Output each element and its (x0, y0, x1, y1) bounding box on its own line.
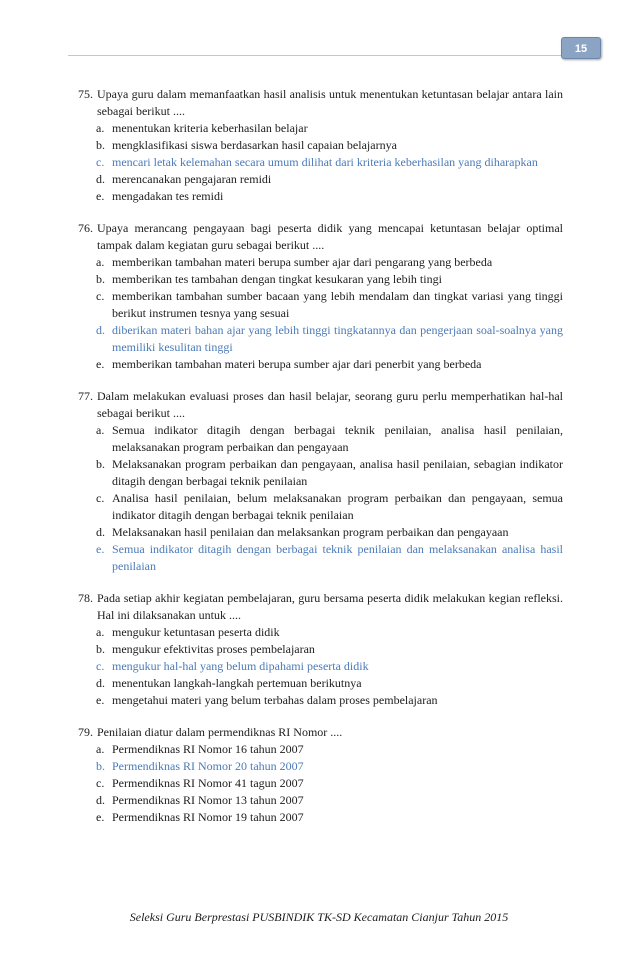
question-stem (78, 220, 563, 254)
question-number: 77. (78, 389, 93, 403)
option-text: merencanakan pengajaran remidi (112, 172, 272, 186)
question-number: 78. (78, 591, 93, 605)
answer-options (78, 624, 563, 709)
option-letter: a. (96, 742, 105, 756)
question-item (78, 724, 563, 826)
option-text: memberikan tambahan sumber bacaan yang lebih mendalam dan tingkat variasi yang tinggi berikut instrumen tesnya yang sesuai (112, 289, 563, 320)
question-list (78, 86, 563, 841)
option-text: mengadakan tes remidi (112, 189, 224, 203)
option-letter: d. (96, 525, 105, 539)
page-number-badge: 15 (561, 37, 601, 59)
option-letter: c. (96, 155, 105, 169)
answer-option (96, 356, 563, 373)
question-stem (78, 388, 563, 422)
option-text: Permendiknas RI Nomor 19 tahun 2007 (112, 810, 304, 824)
answer-option (96, 675, 563, 692)
option-letter: a. (96, 255, 105, 269)
option-text: diberikan materi bahan ajar yang lebih tinggi tingkatannya dan pengerjaan soal-soalnya yang memiliki kesulitan tinggi (112, 323, 563, 354)
option-text: mengukur efektivitas proses pembelajaran (112, 642, 315, 656)
option-letter: d. (96, 793, 105, 807)
option-letter: d. (96, 323, 105, 337)
answer-option (96, 809, 563, 826)
answer-option (96, 254, 563, 271)
option-text: Permendiknas RI Nomor 16 tahun 2007 (112, 742, 304, 756)
answer-option (96, 741, 563, 758)
option-text: mengukur hal-hal yang belum dipahami peserta didik (112, 659, 369, 673)
option-text: menentukan langkah-langkah pertemuan berikutnya (112, 676, 362, 690)
option-letter: e. (96, 189, 105, 203)
option-letter: e. (96, 693, 105, 707)
option-text: menentukan kriteria keberhasilan belajar (112, 121, 308, 135)
option-text: Semua indikator ditagih dengan berbagai teknik penilaian, analisa hasil penilaian, melaksanakan program perbaikan dan pengayaan (112, 423, 563, 454)
option-letter: e. (96, 542, 105, 556)
question-number: 75. (78, 87, 93, 101)
question-stem (78, 590, 563, 624)
option-letter: b. (96, 272, 105, 286)
answer-option (96, 624, 563, 641)
option-text: Permendiknas RI Nomor 41 tagun 2007 (112, 776, 304, 790)
answer-option (96, 137, 563, 154)
answer-option-correct (96, 541, 563, 575)
answer-option (96, 271, 563, 288)
answer-option-correct (96, 658, 563, 675)
question-item (78, 220, 563, 373)
question-number: 79. (78, 725, 93, 739)
option-letter: c. (96, 289, 105, 303)
answer-option-correct (96, 322, 563, 356)
question-item (78, 590, 563, 709)
option-letter: b. (96, 457, 105, 471)
option-text: Semua indikator ditagih dengan berbagai teknik penilaian dan melaksanakan analisa hasil penilaian (112, 542, 563, 573)
answer-option (96, 524, 563, 541)
question-text: Upaya merancang pengayaan bagi peserta didik yang mencapai ketuntasan belajar optimal tampak dalam kegiatan guru sebagai berikut .... (97, 221, 563, 252)
option-text: mengklasifikasi siswa berdasarkan hasil capaian belajarnya (112, 138, 397, 152)
option-letter: a. (96, 625, 105, 639)
option-text: Analisa hasil penilaian, belum melaksanakan program perbaikan dan pengayaan, semua indikator ditagih dengan berbagai teknik penilaian (112, 491, 563, 522)
question-stem (78, 86, 563, 120)
option-text: Permendiknas RI Nomor 20 tahun 2007 (112, 759, 304, 773)
option-letter: b. (96, 642, 105, 656)
question-text: Dalam melakukan evaluasi proses dan hasil belajar, seorang guru perlu memperhatikan hal-hal sebagai berikut .... (97, 389, 563, 420)
answer-option-correct (96, 154, 563, 171)
option-text: mencari letak kelemahan secara umum dilihat dari kriteria keberhasilan yang diharapkan (112, 155, 538, 169)
option-letter: d. (96, 172, 105, 186)
page-footer: Seleksi Guru Berprestasi PUSBINDIK TK-SD Kecamatan Cianjur Tahun 2015 (129, 910, 509, 924)
answer-options (78, 120, 563, 205)
answer-option (96, 490, 563, 524)
option-text: memberikan tes tambahan dengan tingkat kesukaran yang lebih tingi (112, 272, 442, 286)
question-item (78, 86, 563, 205)
question-stem (78, 724, 563, 741)
answer-option (96, 288, 563, 322)
answer-option (96, 792, 563, 809)
answer-option (96, 641, 563, 658)
answer-options (78, 741, 563, 826)
option-text: Permendiknas RI Nomor 13 tahun 2007 (112, 793, 304, 807)
option-letter: c. (96, 491, 105, 505)
answer-option (96, 422, 563, 456)
question-number: 76. (78, 221, 93, 235)
option-letter: e. (96, 810, 105, 824)
header-rule (68, 55, 565, 56)
answer-option (96, 692, 563, 709)
option-text: memberikan tambahan materi berupa sumber ajar dari penerbit yang berbeda (112, 357, 482, 371)
option-letter: a. (96, 423, 105, 437)
answer-option (96, 456, 563, 490)
option-text: mengetahui materi yang belum terbahas dalam proses pembelajaran (112, 693, 438, 707)
answer-options (78, 254, 563, 373)
option-text: mengukur ketuntasan peserta didik (112, 625, 280, 639)
answer-option (96, 775, 563, 792)
option-letter: c. (96, 776, 105, 790)
option-letter: c. (96, 659, 105, 673)
question-text: Pada setiap akhir kegiatan pembelajaran, guru bersama peserta didik melakukan kegian refleksi. Hal ini dilaksanakan untuk .... (97, 591, 563, 622)
option-text: Melaksanakan hasil penilaian dan melaksankan program perbaikan dan pengayaan (112, 525, 509, 539)
option-letter: b. (96, 759, 105, 773)
option-letter: b. (96, 138, 105, 152)
answer-option (96, 188, 563, 205)
option-text: Melaksanakan program perbaikan dan pengayaan, analisa hasil penilaian, sebagian indikator ditagih dengan berbagai teknik penilaian (112, 457, 563, 488)
answer-options (78, 422, 563, 575)
answer-option (96, 171, 563, 188)
question-text: Penilaian diatur dalam permendiknas RI Nomor .... (97, 725, 343, 739)
option-letter: a. (96, 121, 105, 135)
option-letter: d. (96, 676, 105, 690)
option-letter: e. (96, 357, 105, 371)
answer-option (96, 120, 563, 137)
option-text: memberikan tambahan materi berupa sumber ajar dari pengarang yang berbeda (112, 255, 493, 269)
question-text: Upaya guru dalam memanfaatkan hasil analisis untuk menentukan ketuntasan belajar antara lain sebagai berikut .... (97, 87, 563, 118)
answer-option-correct (96, 758, 563, 775)
question-item (78, 388, 563, 575)
